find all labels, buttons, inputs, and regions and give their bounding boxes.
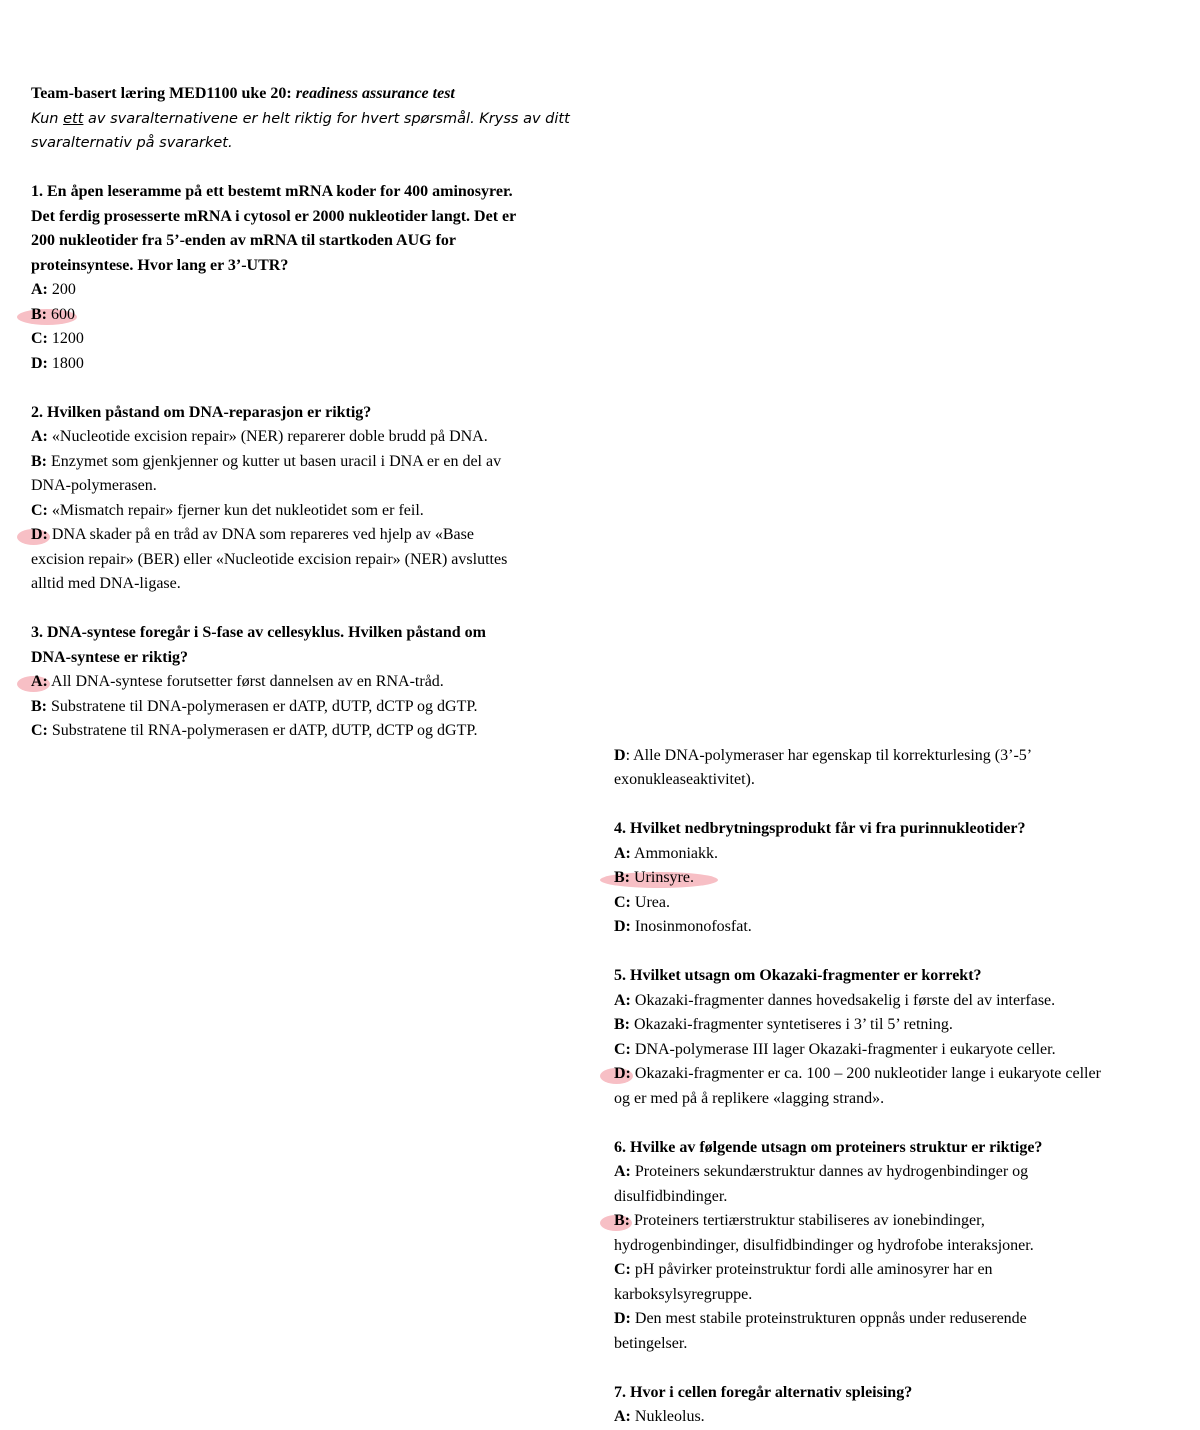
q3-option-d-cont: exonukleaseaktivitet). (614, 771, 755, 788)
q4-option-b (614, 866, 1189, 891)
q6-option-c: C: pH påvirker proteinstruktur fordi alle aminosyrer har en (614, 1261, 993, 1278)
q2-option-a: A: «Nucleotide excision repair» (NER) reparerer doble brudd på DNA. (31, 428, 488, 445)
q2-option-d-cont-2: alltid med DNA-ligase. (31, 575, 181, 592)
q5-option-d: D: Okazaki-fragmenter er ca. 100 – 200 nukleotider lange i eukaryote celler (614, 1062, 1189, 1087)
q1-text-line-3: 200 nukleotider fra 5’-enden av mRNA til startkoden AUG for (31, 232, 457, 249)
answer-highlight: A: (31, 670, 48, 695)
q4-option-d: D: Inosinmonofosfat. (614, 918, 752, 935)
answer-highlight: D: (614, 1062, 631, 1087)
answer-highlight: B: Urinsyre. (614, 866, 694, 891)
instructions-line-2: svaralternativ på svararket. (31, 135, 233, 151)
q6-option-a-cont: disulfidbindinger. (614, 1187, 728, 1205)
q4-option-c: C: Urea. (614, 893, 670, 911)
q6-option-b-cont: hydrogenbindinger, disulfidbindinger og hydrofobe interaksjoner. (614, 1236, 1034, 1254)
answer-highlight: B: 600 (31, 303, 75, 328)
q1-option-a: A: 200 (31, 281, 76, 298)
q5-option-d-cont: og er med på å replikere «lagging strand». (614, 1089, 885, 1107)
instructions-line-1: Kun ett av svaralternativene er helt riktig for hvert spørsmål. Kryss av ditt (31, 110, 570, 127)
q3-text-line-2: DNA-syntese er riktig? (31, 648, 189, 666)
left-column (31, 82, 601, 744)
q4-option-a: A: Ammoniakk. (614, 844, 718, 862)
q5-option-c: C: DNA-polymerase III lager Okazaki-fragmenter i eukaryote celler. (614, 1040, 1056, 1058)
q5-option-a: A: Okazaki-fragmenter dannes hovedsakelig i første del av interfase. (614, 991, 1056, 1009)
q6-option-c-cont: karboksylsyregruppe. (614, 1285, 753, 1303)
q1-option-b (31, 303, 601, 328)
q2-option-b: B: Enzymet som gjenkjenner og kutter ut basen uracil i DNA er en del av (31, 452, 502, 470)
q6-text: 6. Hvilke av følgende utsagn om proteiners struktur er riktige? (614, 1138, 1043, 1156)
q2-option-d: D: DNA skader på en tråd av DNA som repareres ved hjelp av «Base (31, 523, 601, 548)
q1-text-line-2: Det ferdig prosesserte mRNA i cytosol er 2000 nukleotider langt. Det er (31, 207, 517, 225)
q6-option-d: D: Den mest stabile proteinstrukturen oppnås under reduserende (614, 1310, 1027, 1327)
q3-option-a: A: All DNA-syntese forutsetter først dannelsen av en RNA-tråd. (31, 670, 601, 695)
q3-option-c: C: Substratene til RNA-polymerasen er dATP, dUTP, dCTP og dGTP. (31, 722, 478, 739)
q2-option-b-cont: DNA-polymerasen. (31, 477, 157, 494)
q2-option-d-cont-1: excision repair» (BER) eller «Nucleotide excision repair» (NER) avsluttes (31, 550, 508, 568)
q6-option-a: A: Proteiners sekundærstruktur dannes av hydrogenbindinger og (614, 1163, 1029, 1180)
q3-option-b: B: Substratene til DNA-polymerasen er dATP, dUTP, dCTP og dGTP. (31, 697, 478, 715)
q6-option-d-cont: betingelser. (614, 1334, 688, 1352)
q1-option-c: C: 1200 (31, 330, 84, 347)
q3-option-d: D: Alle DNA-polymeraser har egenskap til korrekturlesing (3’-5’ (614, 746, 1033, 764)
q2-option-c: C: «Mismatch repair» fjerner kun det nukleotidet som er feil. (31, 501, 424, 519)
q7-option-a: A: Nukleolus. (614, 1408, 705, 1425)
q5-text: 5. Hvilket utsagn om Okazaki-fragmenter er korrekt? (614, 967, 982, 984)
q7-text: 7. Hvor i cellen foregår alternativ spleising? (614, 1383, 913, 1401)
q5-option-b: B: Okazaki-fragmenter syntetiseres i 3’ til 5’ retning. (614, 1016, 953, 1033)
q2-text: 2. Hvilken påstand om DNA-reparasjon er riktig? (31, 403, 372, 421)
q1-option-d: D: 1800 (31, 354, 84, 372)
q4-text: 4. Hvilket nedbrytningsprodukt får vi fra purinnukleotider? (614, 820, 1026, 837)
answer-highlight: D: (31, 523, 48, 548)
q3-text-line-1: 3. DNA-syntese foregår i S-fase av cellesyklus. Hvilken påstand om (31, 624, 486, 641)
answer-highlight: B: (614, 1209, 630, 1234)
q1-text-line-4: proteinsyntese. Hvor lang er 3’-UTR? (31, 256, 289, 274)
q1-text-line-1: 1. En åpen leseramme på ett bestemt mRNA koder for 400 aminosyrer. (31, 183, 513, 200)
q6-option-b: B: Proteiners tertiærstruktur stabiliseres av ionebindinger, (614, 1209, 1189, 1234)
right-column (614, 744, 1189, 1430)
page-title: Team-basert læring MED1100 uke 20: readiness assurance test (31, 85, 455, 102)
